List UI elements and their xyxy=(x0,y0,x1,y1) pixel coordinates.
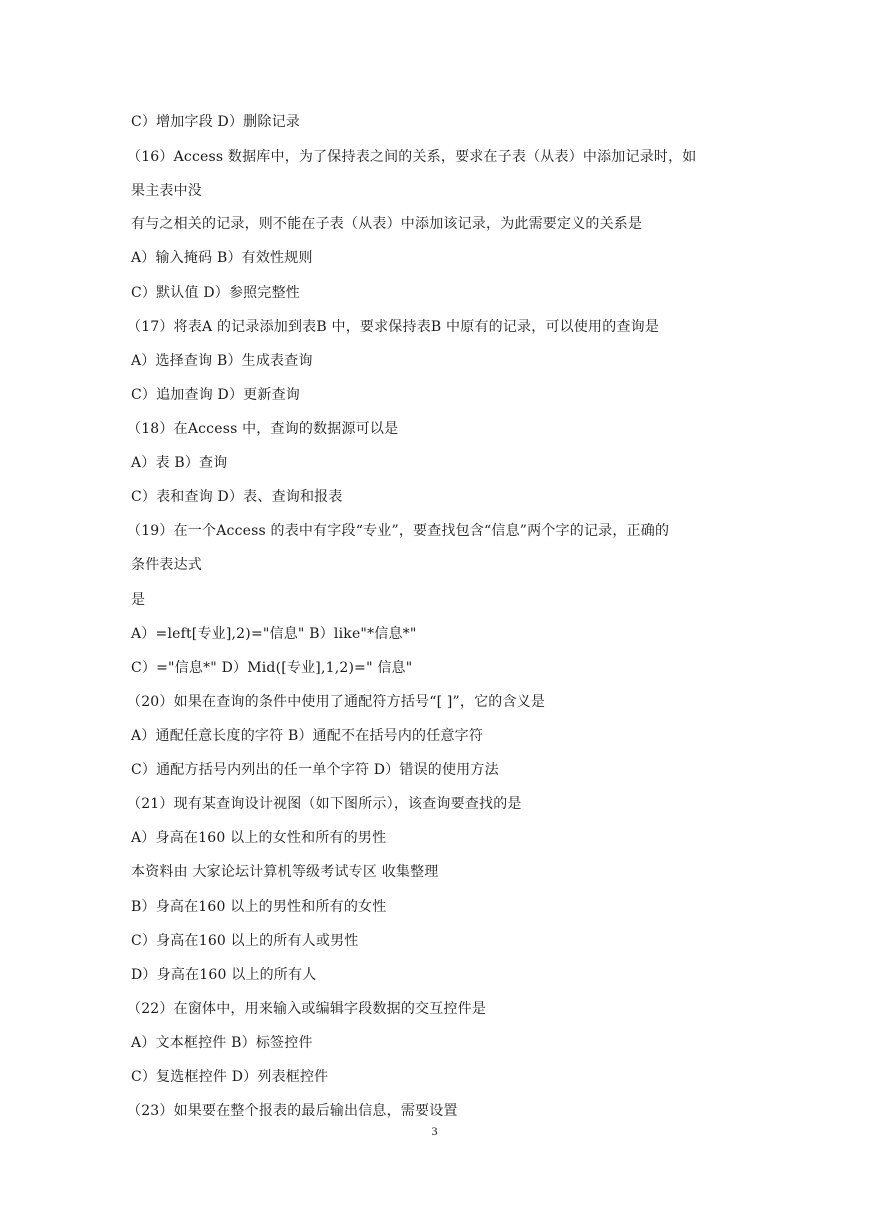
text-line: 条件表达式 xyxy=(131,557,202,573)
text-line: 果主表中没 xyxy=(131,183,202,199)
question-19-line: （19）在一个Access 的表中有字段“专业”，要查找包含“信息”两个字的记录，正确的 xyxy=(127,523,670,539)
option-line: C）复选框控件 D）列表框控件 xyxy=(131,1069,329,1085)
page-number: 3 xyxy=(431,1124,438,1138)
option-line: A）身高在160 以上的女性和所有的男性 xyxy=(131,830,387,846)
question-16-line: （16）Access 数据库中，为了保持表之间的关系，要求在子表（从表）中添加记录时，如 xyxy=(127,149,697,165)
option-line: C）通配方括号内列出的任一单个字符 D）错误的使用方法 xyxy=(131,762,499,778)
question-20-line: （20）如果在查询的条件中使用了通配符方括号“[ ]”，它的含义是 xyxy=(127,694,546,710)
question-17-line: （17）将表A 的记录添加到表B 中，要求保持表B 中原有的记录，可以使用的查询是 xyxy=(127,319,660,335)
question-18-line: （18）在Access 中，查询的数据源可以是 xyxy=(127,421,399,437)
question-23-line: （23）如果要在整个报表的最后输出信息，需要设置 xyxy=(127,1103,458,1119)
option-line: A）=left[专业],2)="信息" B）like"*信息*" xyxy=(131,626,417,642)
option-line: C）追加查询 D）更新查询 xyxy=(131,387,300,403)
option-line: A）输入掩码 B）有效性规则 xyxy=(131,250,313,266)
text-line: 有与之相关的记录，则不能在子表（从表）中添加该记录，为此需要定义的关系是 xyxy=(131,216,643,232)
option-line: C）身高在160 以上的所有人或男性 xyxy=(131,933,359,949)
option-line: A）文本框控件 B）标签控件 xyxy=(131,1035,313,1051)
text-line: 是 xyxy=(131,592,146,608)
question-22-line: （22）在窗体中，用来输入或编辑字段数据的交互控件是 xyxy=(127,1001,487,1017)
source-note: 本资料由 大家论坛计算机等级考试专区 收集整理 xyxy=(131,864,439,880)
option-line: C）表和查询 D）表、查询和报表 xyxy=(131,489,343,505)
question-21-line: （21）现有某查询设计视图（如下图所示），该查询要查找的是 xyxy=(127,796,522,812)
option-line: A）表 B）查询 xyxy=(131,455,228,471)
option-line: A）通配任意长度的字符 B）通配不在括号内的任意字符 xyxy=(131,728,484,744)
option-line: B）身高在160 以上的男性和所有的女性 xyxy=(131,899,387,915)
option-line: C）="信息*" D）Mid([专业],1,2)=" 信息" xyxy=(131,660,413,676)
option-line: A）选择查询 B）生成表查询 xyxy=(131,353,313,369)
option-line: C）默认值 D）参照完整性 xyxy=(131,285,300,301)
text-line: C）增加字段 D）删除记录 xyxy=(131,114,300,130)
option-line: D）身高在160 以上的所有人 xyxy=(131,967,317,983)
